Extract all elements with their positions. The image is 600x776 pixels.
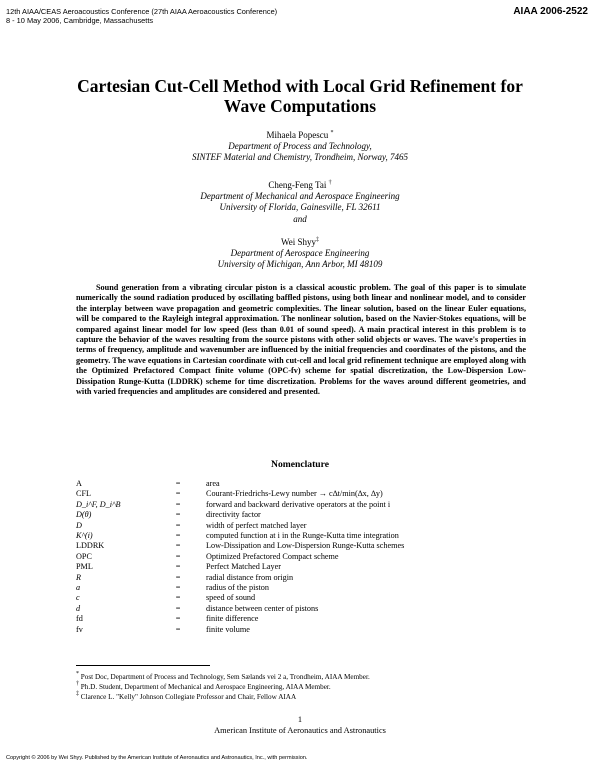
conference-line-2: 8 - 10 May 2006, Cambridge, Massachusetts	[6, 15, 154, 25]
footnote-mark: *	[76, 671, 79, 677]
title-line-2: Wave Computations	[223, 96, 377, 116]
nomenclature-symbol: c	[76, 593, 80, 603]
nomenclature-symbol: CFL	[76, 489, 92, 499]
nomenclature-symbol: D(θ)	[76, 510, 92, 520]
nomenclature-row	[76, 500, 404, 510]
author-mark: †	[328, 180, 332, 186]
author-name: Mihaela Popescu	[266, 130, 329, 140]
nomenclature-symbol: D_i^F, D_i^B	[76, 499, 121, 509]
nomenclature-description: area	[206, 479, 220, 488]
title-line-1: Cartesian Cut-Cell Method with Local Grid Refinement for	[77, 76, 523, 96]
nomenclature-row	[76, 510, 404, 520]
nomenclature-equals: =	[175, 562, 181, 572]
nomenclature-row	[76, 521, 404, 531]
footnote	[76, 692, 370, 702]
nomenclature-symbol: R	[76, 572, 82, 582]
page-number: 1	[297, 715, 303, 724]
nomenclature-table	[76, 479, 404, 635]
author-1	[60, 130, 540, 164]
nomenclature-equals: =	[175, 593, 181, 603]
nomenclature-symbol: fv	[76, 624, 83, 634]
nomenclature-description: forward and backward derivative operators at the point i	[206, 499, 391, 509]
nomenclature-row	[76, 573, 404, 583]
author-mark: ‡	[316, 237, 320, 243]
nomenclature-equals: =	[175, 489, 181, 499]
author-2	[60, 180, 540, 225]
author-3	[60, 237, 540, 271]
nomenclature-equals: =	[175, 551, 181, 561]
nomenclature-symbol: LDDRK	[76, 541, 105, 551]
author-affiliation-line: and	[293, 213, 307, 224]
footnote-text: Clarence L. "Kelly" Johnson Collegiate Professor and Chair, Fellow AIAA	[80, 693, 297, 702]
nomenclature-symbol: PML	[76, 562, 93, 572]
nomenclature-description: Courant-Friedrichs-Lewy number → c∆t/min(∆x, ∆y)	[206, 489, 383, 499]
copyright-notice: Copyright © 2006 by Wei Shyy. Published by the American Institute of Aeronautics and Astronautics, Inc., with permission.	[6, 755, 308, 761]
conference-header	[6, 8, 277, 25]
author-name: Cheng-Feng Tai	[268, 180, 327, 190]
nomenclature-symbol: a	[76, 583, 81, 593]
nomenclature-row	[76, 625, 404, 635]
nomenclature-row	[76, 489, 404, 499]
nomenclature-symbol: fd	[76, 614, 83, 624]
publisher: American Institute of Aeronautics and Astronautics	[214, 726, 386, 735]
nomenclature-row	[76, 531, 404, 541]
nomenclature-equals: =	[175, 572, 181, 582]
author-affiliation-line: University of Michigan, Ann Arbor, MI 48109	[217, 259, 383, 270]
footnotes	[76, 672, 370, 703]
nomenclature-symbol: OPC	[76, 551, 92, 561]
nomenclature-symbol: K^(i)	[76, 531, 93, 541]
nomenclature-row	[76, 479, 404, 489]
nomenclature-equals: =	[175, 541, 181, 551]
nomenclature-description: speed of sound	[206, 593, 256, 603]
nomenclature-heading: Nomenclature	[271, 459, 329, 470]
nomenclature-row	[76, 604, 404, 614]
paper-id: AIAA 2006-2522	[513, 6, 588, 17]
author-affiliation-line: SINTEF Material and Chemistry, Trondheim, Norway, 7465	[192, 152, 408, 163]
footnote-divider	[76, 665, 210, 666]
nomenclature-row	[76, 614, 404, 624]
nomenclature-description: finite difference	[206, 614, 259, 624]
author-affiliation-line: Department of Process and Technology,	[228, 141, 372, 152]
nomenclature-row	[76, 593, 404, 603]
author-affiliation-line: University of Florida, Gainesville, FL 32611	[219, 202, 381, 213]
nomenclature-equals: =	[175, 479, 181, 488]
footnote	[76, 682, 370, 692]
nomenclature-symbol: A	[76, 479, 82, 488]
nomenclature-equals: =	[175, 583, 181, 593]
author-name: Wei Shyy	[280, 237, 317, 247]
nomenclature-symbol: d	[76, 603, 81, 613]
abstract: Sound generation from a vibrating circular piston is a classical acoustic problem. The goal of this paper is to simulate numerically the sound radiation produced by oscillating baffled pistons, using both linear and nonlinear model, and to consider the interplay between wave propagation and geometric complexities. The linear solution, based on the linear Euler equations, will be compared to the Rayleigh integral approximation. The nonlinear solution, based on the Navier-Stokes equations, will be compared against linear model for low speed (less than 0.01 of sound speed). A main practical interest in this problem is to capture the behavior of the waves resulting from the source pistons with other solid objects or waves. The wave's properties in terms of frequency, amplitude and wavenumber are influenced by the initial frequencies and coordinates of the pistons, and the geometry. The wave equations in Cartesian coordinate with cut-cell and local grid refinement technique are employed along with the Optimized Prefactored Compact finite volume (OPC-fv) scheme for spatial discretization, the Low-Dispersion Low-Dissipation Runge-Kutta (LDDRK) scheme for time discretization. Problems for the waves around different geometries, and with varied frequencies and amplitudes are considered and presented.	[76, 283, 526, 397]
nomenclature-description: Perfect Matched Layer	[206, 562, 282, 572]
nomenclature-symbol: D	[76, 520, 82, 530]
conference-line-1: 12th AIAA/CEAS Aeroacoustics Conference (27th AIAA Aeroacoustics Conference)	[6, 7, 278, 16]
nomenclature-equals: =	[175, 624, 181, 634]
footnote-text: Ph.D. Student, Department of Mechanical and Aerospace Engineering, AIAA Member.	[80, 683, 331, 692]
nomenclature-description: directivity factor	[206, 510, 261, 520]
nomenclature-description: distance between center of pistons	[206, 603, 319, 613]
author-affiliation-line: Department of Aerospace Engineering	[230, 248, 370, 259]
footnote-mark: ‡	[76, 691, 79, 698]
footnote-mark: †	[76, 681, 79, 688]
footnote	[76, 672, 370, 682]
nomenclature-row	[76, 552, 404, 562]
nomenclature-equals: =	[175, 531, 181, 541]
nomenclature-equals: =	[175, 520, 181, 530]
paper-title	[40, 76, 560, 116]
nomenclature-row	[76, 562, 404, 572]
nomenclature-description: radius of the piston	[206, 583, 269, 593]
nomenclature-equals: =	[175, 499, 181, 509]
nomenclature-row	[76, 541, 404, 551]
footnote-text: Post Doc, Department of Process and Technology, Sem Sælands vei 2 a, Trondheim, AIAA Member.	[80, 673, 370, 681]
author-affiliation-line: Department of Mechanical and Aerospace Engineering	[200, 191, 400, 202]
nomenclature-equals: =	[175, 614, 181, 624]
nomenclature-description: width of perfect matched layer	[206, 520, 307, 530]
nomenclature-row	[76, 583, 404, 593]
nomenclature-equals: =	[175, 510, 181, 520]
nomenclature-description: Optimized Prefactored Compact scheme	[206, 551, 339, 561]
author-mark: *	[330, 130, 334, 136]
page-footer	[0, 714, 600, 736]
nomenclature-description: radial distance from origin	[206, 572, 294, 582]
nomenclature-description: finite volume	[206, 624, 250, 634]
nomenclature-description: computed function at i in the Runge-Kutta time integration	[206, 531, 399, 541]
nomenclature-description: Low-Dissipation and Low-Dispersion Runge-Kutta schemes	[206, 541, 405, 551]
nomenclature-equals: =	[175, 603, 181, 613]
